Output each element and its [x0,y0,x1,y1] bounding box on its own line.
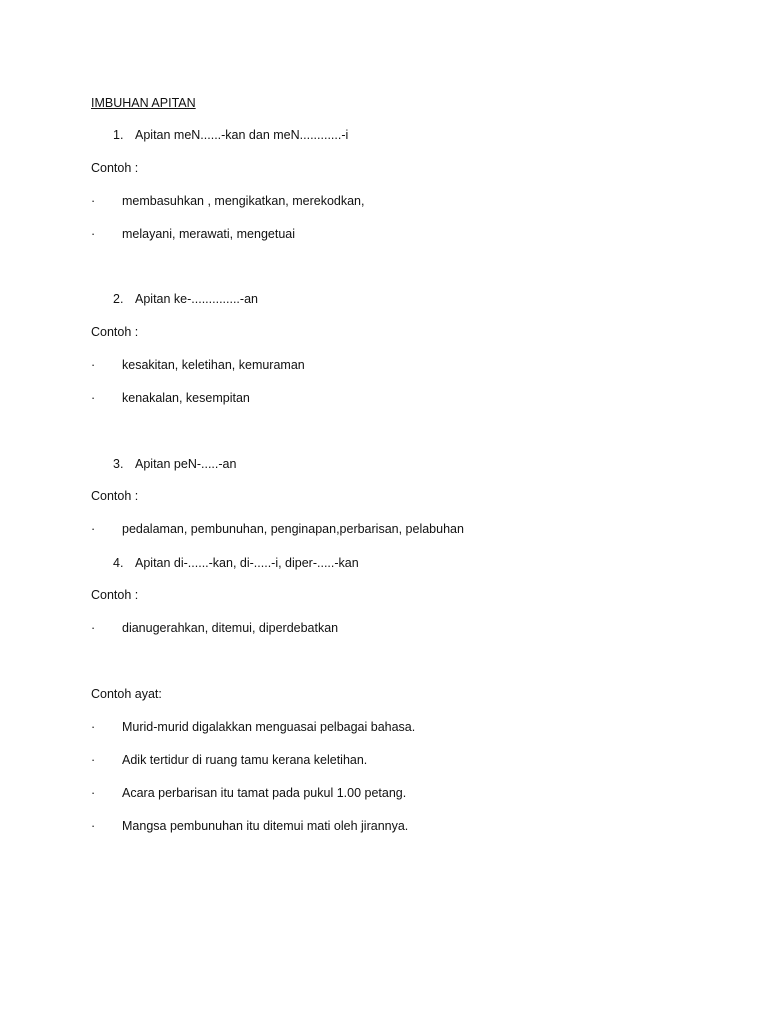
example-sentence: Adik tertidur di ruang tamu kerana keletihan. [122,753,368,767]
example-sentence: Acara perbarisan itu tamat pada pukul 1.00 petang. [122,786,407,800]
section-3-example-label: Contoh : [91,489,139,503]
example-sentence: Murid-murid digalakkan menguasai pelbagai bahasa. [122,720,416,734]
list-item-text: kenakalan, kesempitan [122,391,250,405]
section-1-heading-text: Apitan meN......-kan dan meN............-i [135,128,349,142]
section-2-heading-text: Apitan ke-..............-an [135,292,258,306]
bullet-glyph: · [91,194,96,208]
section-3-number: 3. [113,457,124,471]
bullet-glyph: · [91,391,96,405]
bullet-glyph: · [91,753,96,767]
list-item-text: pedalaman, pembunuhan, penginapan,perbarisan, pelabuhan [122,522,464,536]
bullet-glyph: · [91,621,96,635]
section-2-example-label: Contoh : [91,325,139,339]
section-2-heading [113,291,258,307]
bullet-glyph: · [91,786,96,800]
section-4-heading [113,555,359,571]
bullet-glyph: · [91,358,96,372]
bullet-glyph: · [91,227,96,241]
section-3-heading-text: Apitan peN-.....-an [135,457,237,471]
list-item-text: kesakitan, keletihan, kemuraman [122,358,305,372]
section-1-heading [113,127,348,143]
section-3-heading [113,456,236,472]
bullet-glyph: · [91,720,96,734]
document-title: IMBUHAN APITAN [91,96,196,110]
section-4-number: 4. [113,556,124,570]
example-sentences-label: Contoh ayat: [91,687,162,701]
bullet-glyph: · [91,522,96,536]
bullet-glyph: · [91,819,96,833]
example-sentence: Mangsa pembunuhan itu ditemui mati oleh jirannya. [122,819,409,833]
section-2-number: 2. [113,292,124,306]
section-1-number: 1. [113,128,124,142]
list-item-text: membasuhkan , mengikatkan, merekodkan, [122,194,365,208]
list-item-text: melayani, merawati, mengetuai [122,227,295,241]
section-4-heading-text: Apitan di-......-kan, di-.....-i, diper-.....-kan [135,556,359,570]
section-4-example-label: Contoh : [91,588,139,602]
list-item-text: dianugerahkan, ditemui, diperdebatkan [122,621,339,635]
section-1-example-label: Contoh : [91,161,139,175]
